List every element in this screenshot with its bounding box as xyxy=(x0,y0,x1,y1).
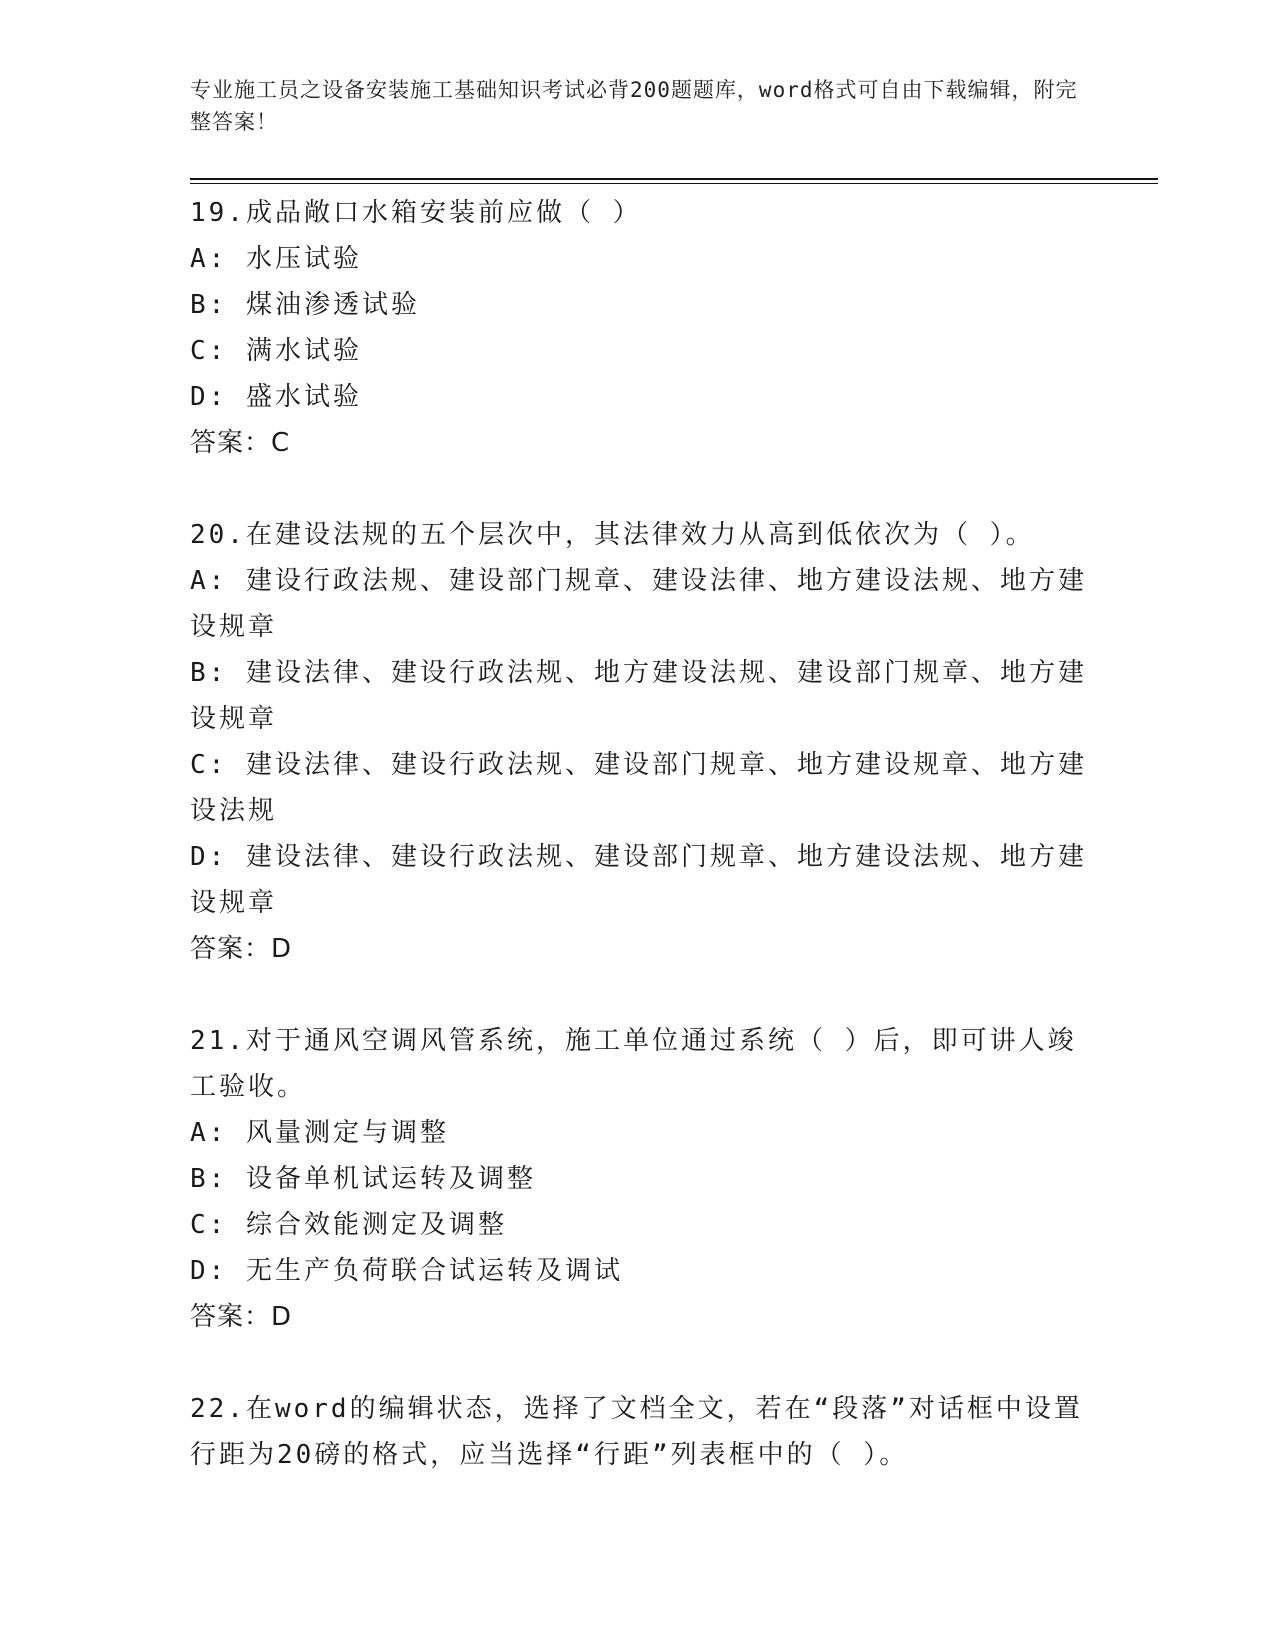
answer: 答案：D xyxy=(190,934,293,964)
question-stem: 22.在word的编辑状态，选择了文档全文，若在“段落”对话框中设置行距为20磅的格式，应当选择“行距”列表框中的（ ）。 xyxy=(190,1394,1083,1470)
header-divider-thin xyxy=(190,183,1158,184)
question-22 xyxy=(190,1386,1090,1478)
option-c: C: 满水试验 xyxy=(190,336,362,366)
option-d: D: 建设法律、建设行政法规、建设部门规章、地方建设法规、地方建设规章 xyxy=(190,842,1087,918)
option-a: A: 建设行政法规、建设部门规章、建设法律、地方建设法规、地方建设规章 xyxy=(190,566,1087,642)
option-a: A: 水压试验 xyxy=(190,244,362,274)
spacer xyxy=(190,972,1090,1018)
question-20 xyxy=(190,512,1090,972)
question-21 xyxy=(190,1018,1090,1340)
option-b: B: 煤油渗透试验 xyxy=(190,290,420,320)
question-stem: 20.在建设法规的五个层次中，其法律效力从高到低依次为（ ）。 xyxy=(190,520,1035,550)
option-d: D: 无生产负荷联合试运转及调试 xyxy=(190,1256,623,1286)
option-c: C: 综合效能测定及调整 xyxy=(190,1210,507,1240)
document-header: 专业施工员之设备安装施工基础知识考试必背200题题库，word格式可自由下载编辑，附完整答案！ xyxy=(190,78,1078,134)
answer: 答案：D xyxy=(190,1302,293,1332)
option-d: D: 盛水试验 xyxy=(190,382,362,412)
option-b: B: 设备单机试运转及调整 xyxy=(190,1164,536,1194)
header-divider-thick xyxy=(190,178,1158,180)
question-stem: 19.成品敞口水箱安装前应做（ ） xyxy=(190,198,642,228)
spacer xyxy=(190,466,1090,512)
spacer xyxy=(190,1340,1090,1386)
question-list xyxy=(190,190,1090,1478)
option-b: B: 建设法律、建设行政法规、地方建设法规、建设部门规章、地方建设规章 xyxy=(190,658,1087,734)
option-a: A: 风量测定与调整 xyxy=(190,1118,449,1148)
question-stem: 21.对于通风空调风管系统，施工单位通过系统（ ）后，即可讲人竣工验收。 xyxy=(190,1026,1077,1102)
answer: 答案：C xyxy=(190,428,291,458)
question-19 xyxy=(190,190,1090,466)
option-c: C: 建设法律、建设行政法规、建设部门规章、地方建设规章、地方建设法规 xyxy=(190,750,1087,826)
